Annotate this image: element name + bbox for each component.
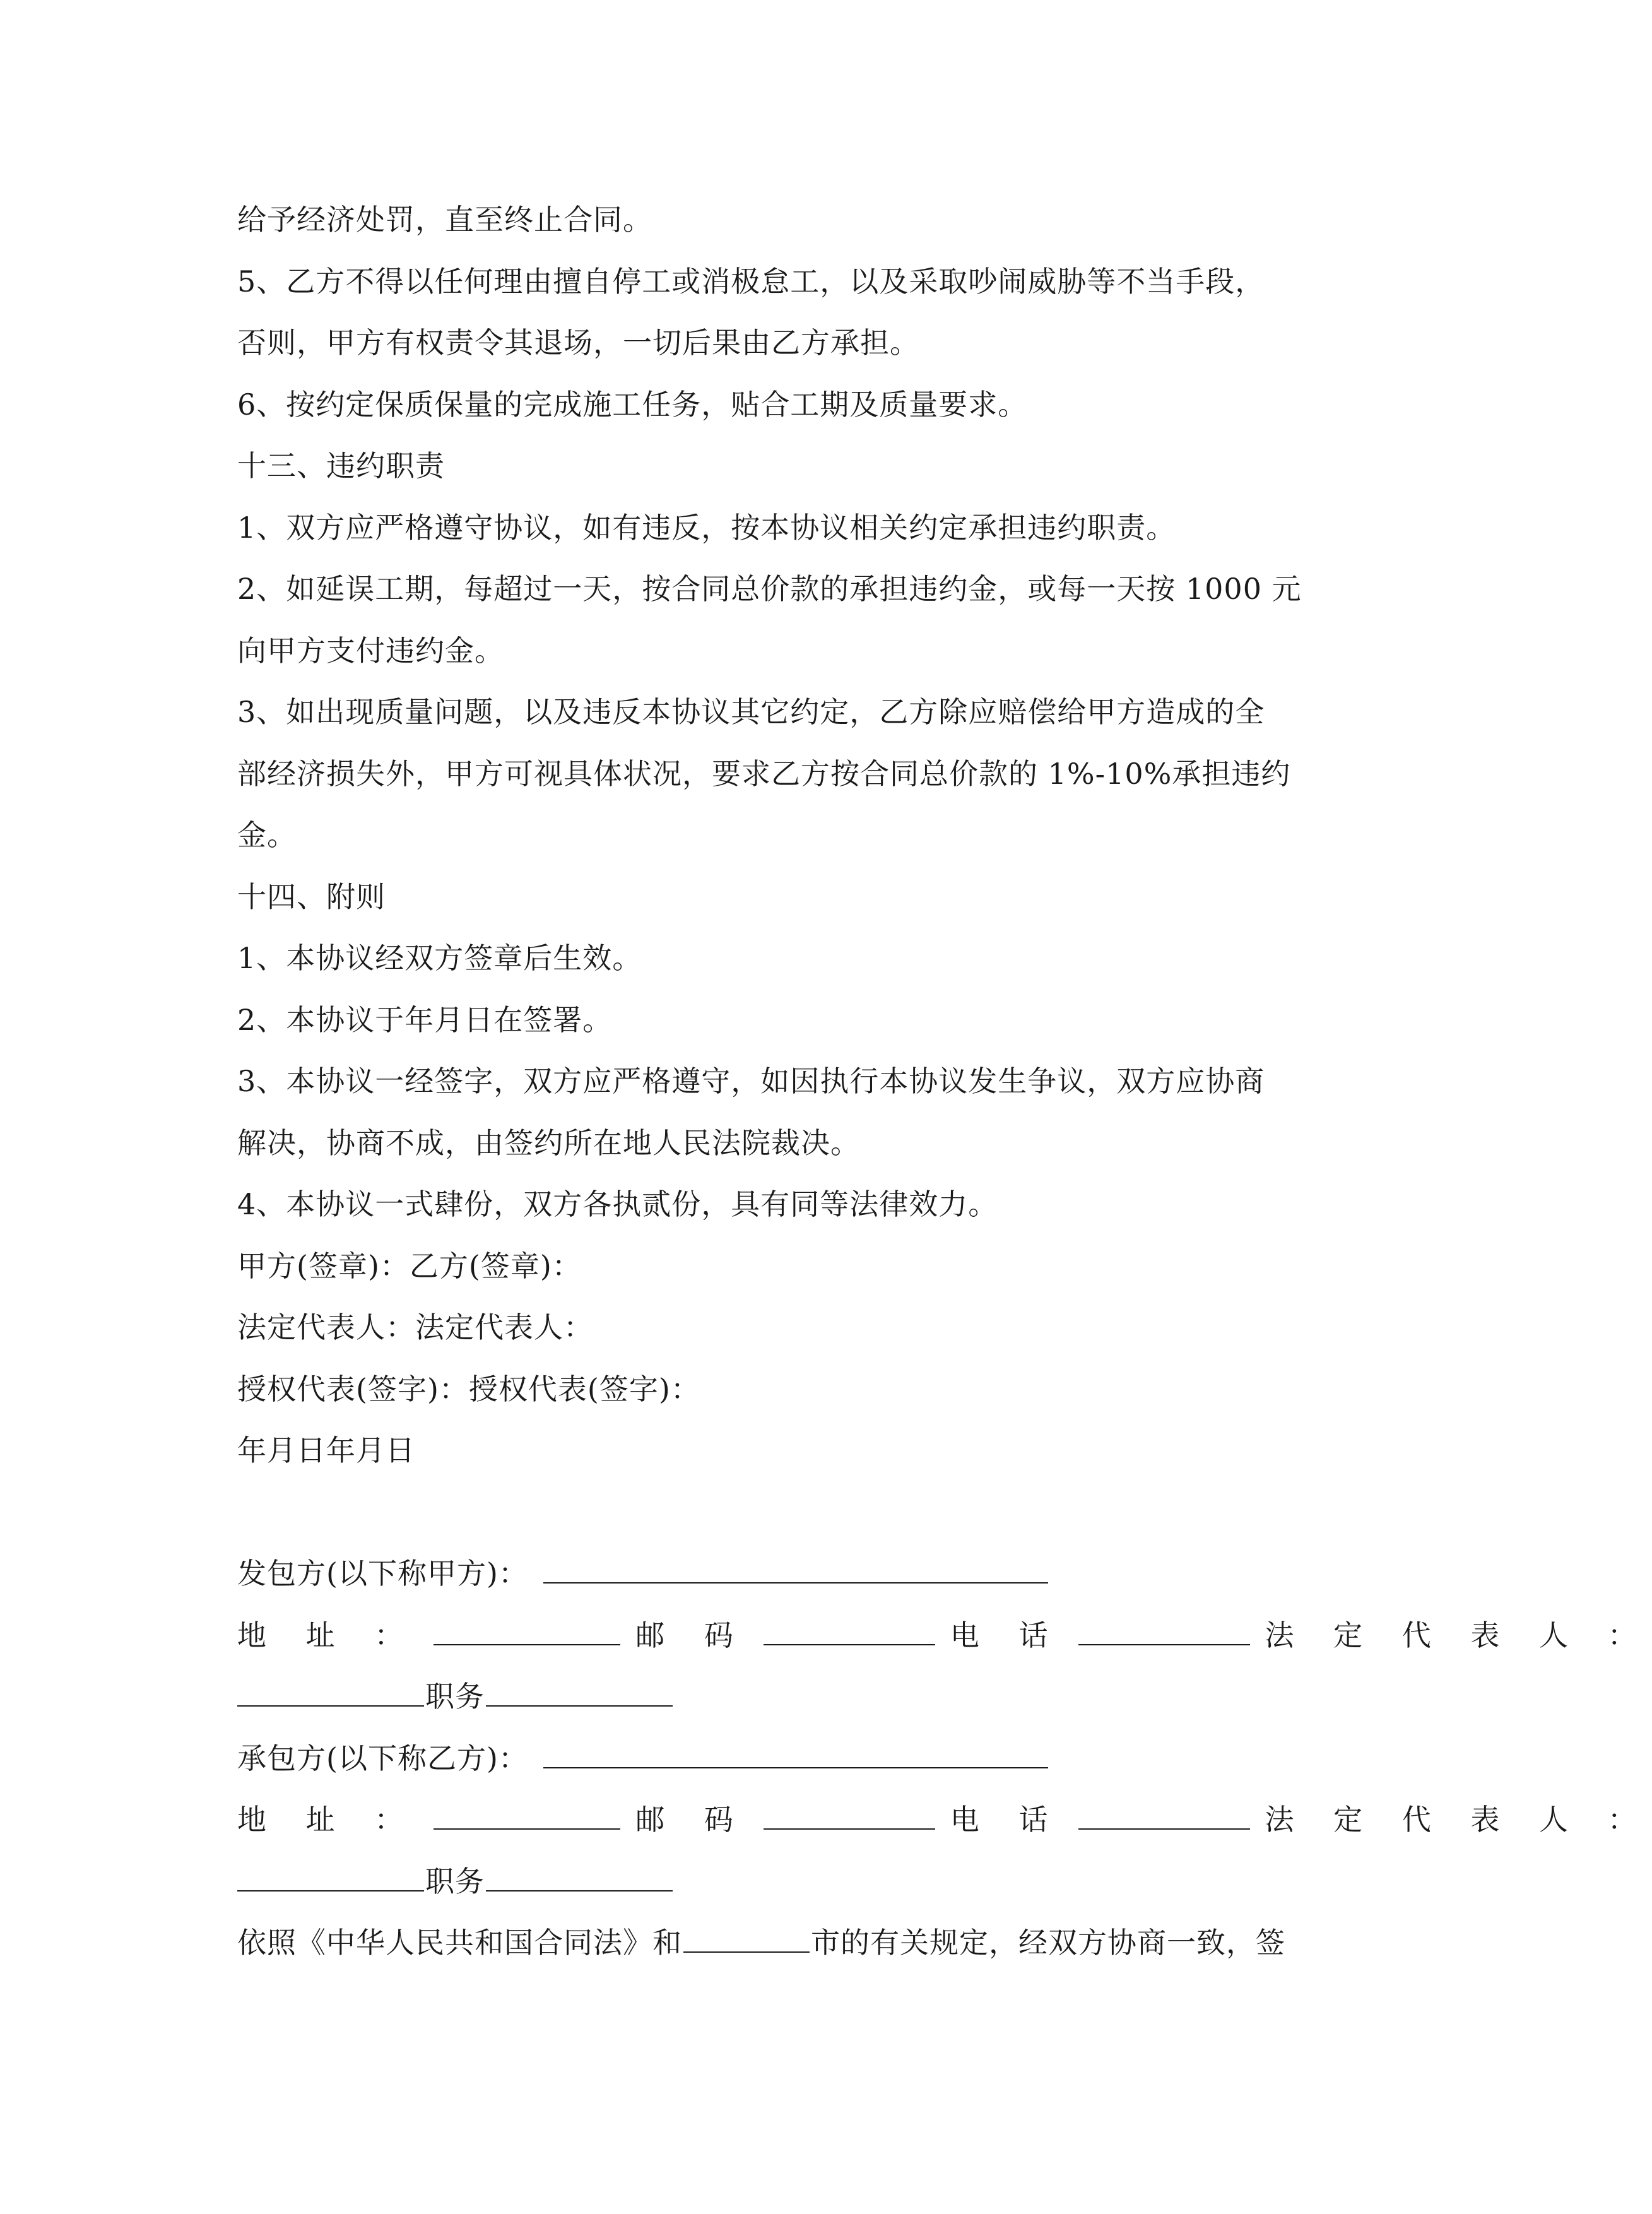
party-a-duty-blank[interactable]: [486, 1666, 673, 1707]
party-b-zip-blank[interactable]: [764, 1789, 935, 1830]
party-b-phone-blank[interactable]: [1078, 1789, 1250, 1830]
paragraph-line: 1、双方应严格遵守协议，如有违反，按本协议相关约定承担违约职责。: [237, 510, 1176, 545]
duty-label: 职务: [425, 1864, 485, 1898]
phone-label: 电 话: [950, 1618, 1063, 1652]
document-body: [237, 189, 1652, 1974]
zip-group: [635, 1605, 950, 1667]
party-a-zip-blank[interactable]: [764, 1605, 935, 1645]
address-group: [237, 1789, 635, 1851]
paragraph-line: 6、按约定保质保量的完成施工任务，贴合工期及质量要求。: [237, 387, 1028, 422]
phone-label: 电 话: [950, 1803, 1063, 1837]
party-a-rep-row: [237, 1666, 1329, 1728]
paragraph-line: 2、本协议于年月日在签署。: [237, 1002, 613, 1037]
address-group: [237, 1605, 635, 1667]
party-b-contact-row: [237, 1789, 1652, 1851]
zip-label: 邮 码: [635, 1803, 748, 1837]
party-a-address-blank[interactable]: [434, 1605, 620, 1645]
zip-group: [635, 1789, 950, 1851]
party-b-address-blank[interactable]: [434, 1789, 620, 1830]
party-b-label: 承包方(以下称乙方)：: [237, 1741, 528, 1775]
date-line: 年月日年月日: [237, 1433, 415, 1467]
party-a-phone-blank[interactable]: [1078, 1605, 1250, 1645]
paragraph-line: 金。: [237, 818, 297, 852]
signature-line: 授权代表(签字)：授权代表(签字)：: [237, 1371, 700, 1406]
paragraph-line: 部经济损失外，甲方可视具体状况，要求乙方按合同总价款的 1%-10%承担违约: [237, 756, 1291, 791]
party-b-name-blank[interactable]: [543, 1728, 1048, 1768]
paragraph-line: 否则，甲方有权责令其退场，一切后果由乙方承担。: [237, 326, 919, 360]
party-a-name-blank[interactable]: [543, 1543, 1048, 1584]
closing-prefix: 依照《中华人民共和国合同法》和: [237, 1926, 682, 1960]
party-a-contact-row: [237, 1605, 1652, 1667]
party-a-label: 发包方(以下称甲方)：: [237, 1556, 528, 1590]
closing-suffix: 市的有关规定，经双方协商一致，签: [811, 1926, 1285, 1960]
party-a-rep-blank[interactable]: [237, 1666, 424, 1707]
city-blank[interactable]: [683, 1912, 810, 1953]
paragraph-line: 3、本协议一经签字，双方应严格遵守，如因执行本协议发生争议，双方应协商: [237, 1064, 1265, 1098]
paragraph-line: 向甲方支付违约金。: [237, 633, 504, 668]
closing-line: [237, 1912, 1329, 1974]
section-heading: 十四、附则: [237, 879, 386, 914]
paragraph-line: 3、如出现质量问题，以及违反本协议其它约定，乙方除应赔偿给甲方造成的全: [237, 695, 1265, 729]
section-heading: 十三、违约职责: [237, 449, 445, 483]
signature-line: 甲方(签章)：乙方(签章)：: [237, 1248, 582, 1283]
party-b-rep-blank[interactable]: [237, 1851, 424, 1891]
address-label: 地 址 ：: [237, 1803, 419, 1837]
paragraph-line: 解决，协商不成，由签约所在地人民法院裁决。: [237, 1125, 860, 1160]
party-b-duty-blank[interactable]: [486, 1851, 673, 1891]
phone-group: [950, 1789, 1265, 1851]
paragraph-line: 2、如延误工期，每超过一天，按合同总价款的承担违约金，或每一天按 1000 元: [237, 572, 1302, 606]
spacer: [237, 1482, 1329, 1544]
paragraph-line: 1、本协议经双方签章后生效。: [237, 941, 642, 975]
phone-group: [950, 1605, 1265, 1667]
paragraph-line: 5、乙方不得以任何理由擅自停工或消极怠工，以及采取吵闹威胁等不当手段，: [237, 264, 1265, 299]
duty-label: 职务: [425, 1679, 485, 1714]
signature-line: 法定代表人：法定代表人：: [237, 1310, 593, 1344]
address-label: 地 址 ：: [237, 1618, 419, 1652]
rep-label: 法 定 代 表 人 ：: [1265, 1618, 1652, 1652]
zip-label: 邮 码: [635, 1618, 748, 1652]
paragraph-line: 4、本协议一式肆份，双方各执贰份，具有同等法律效力。: [237, 1187, 998, 1221]
party-a-row: [237, 1543, 1329, 1605]
party-b-rep-row: [237, 1851, 1329, 1913]
party-b-row: [237, 1728, 1329, 1790]
rep-label: 法 定 代 表 人 ：: [1265, 1803, 1652, 1837]
paragraph-line: 给予经济处罚，直至终止合同。: [237, 203, 652, 237]
